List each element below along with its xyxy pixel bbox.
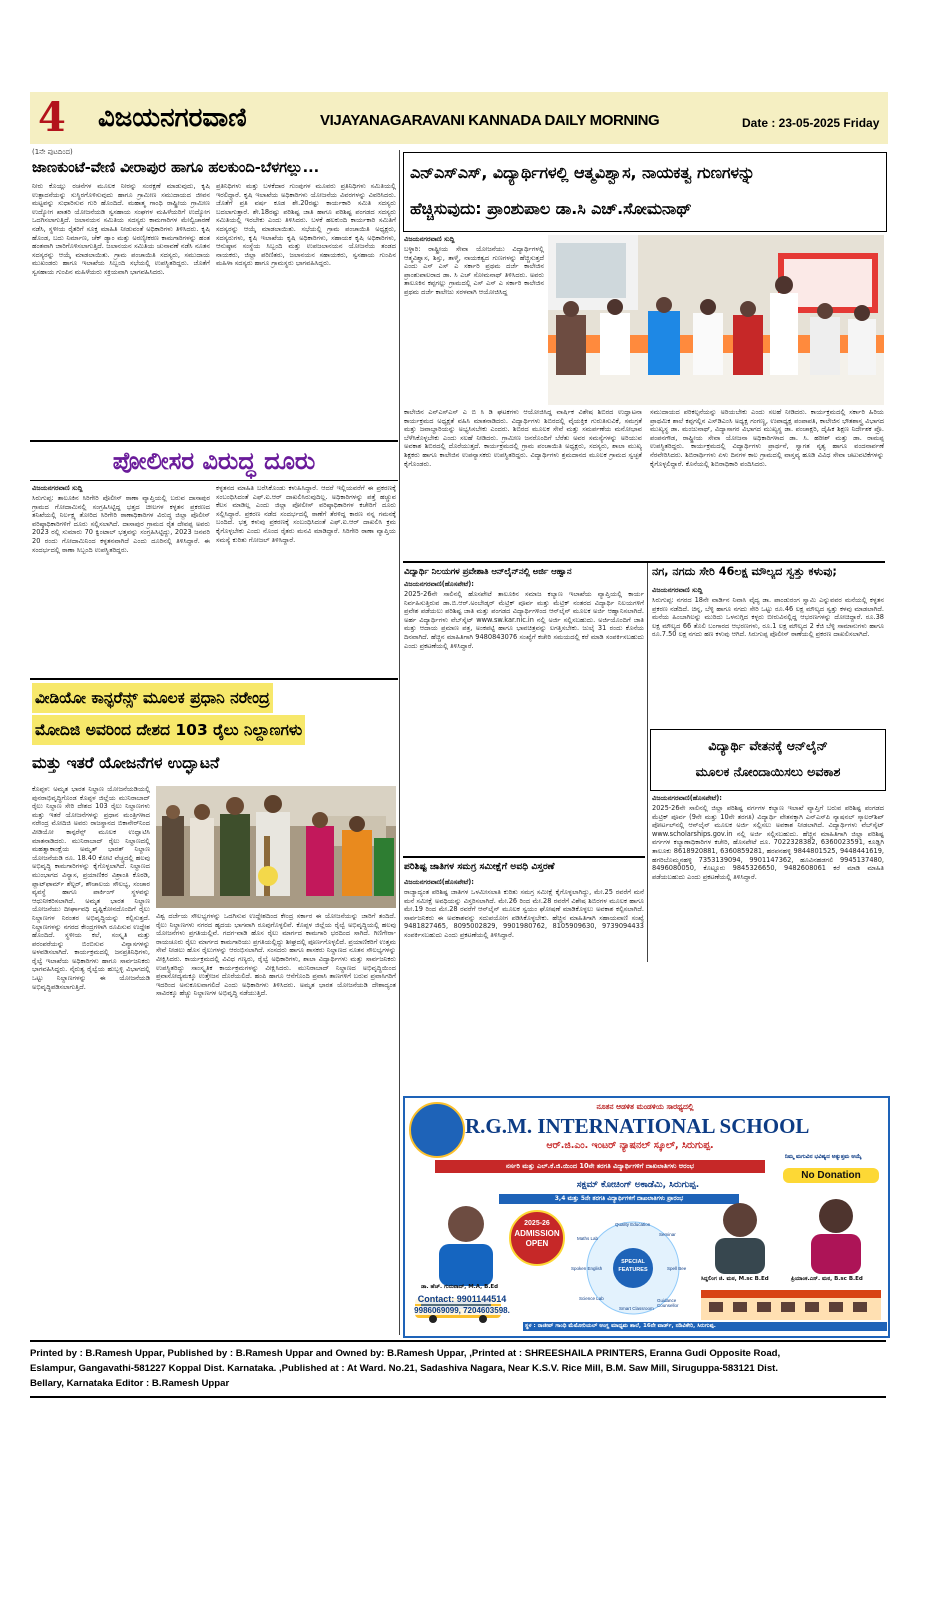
headline-box — [30, 683, 398, 781]
advert-address: ಸ್ಥಳ : ರಾಜೀವ್ ಗಾಂಧಿ ಮೆಮೋರಿಯಲ್ ಆಂಗ್ಲ ಮಾಧ್ಯಮ ಶಾಲೆ, 16ನೇ ವಾರ್ಡ್, ನಡಿವಿಕೇರಿ, ಸಿರುಗುಪ್ಪ. — [523, 1322, 887, 1331]
photo-illustration — [705, 1194, 775, 1274]
masthead — [30, 92, 888, 144]
article-headline: ಮತ್ತು ಇತರೆ ಯೋಜನೆಗಳ ಉದ್ಘಾಟನೆ — [32, 754, 220, 772]
article-body: ಕಳ್ಳತನದ ಮಾಹಿತಿ ಬರೆಸಿಕೊಂಡು ಕಳುಹಿಸಿದ್ದಾರೆ. ಆದರೆ ಇಲ್ಲಿಯವರೆಗೆ ಈ ಪ್ರಕರಣಕ್ಕೆ ಸಂಬಂಧಿಸಿದಂತೆ ಎಫ್.ಐ.ಆರ್ ದಾಖಲಿಸಿರುವುದಿಲ್ಲ. ಅಧಿಕಾರಿಗಳನ್ನು ಪತ್ತೆ ಹಚ್ಚುವ ಕೆಲಸ ಮಾಡಿಲ್ಲ ಎಂದು ಜಿಲ್ಲಾ ಪೋಲೀಸ್ ವರಿಷ್ಠಾಧಿಕಾರಿಗಳ ಕಚೇರಿಗೆ ದೂರು ಸಲ್ಲಿಸಿದ್ದಾರೆ. ಪ್ರಕರಣ ನಡೆದ ಸಂದರ್ಭದಲ್ಲಿ ಠಾಣೆಗೆ ತೆರಳಿದ್ದ ಕಾರಣ ನನ್ನ ಗಮನಕ್ಕೆ ಬಂದಿದೆ. ಭತ್ತ ಕಳುವು ಪ್ರಕರಣಕ್ಕೆ ಸಂಬಂಧಿಸಿದಂತೆ ಎಫ್.ಐ.ಆರ್ ದಾಖಲಿಸಿ ಕ್ರಮ ಕೈಗೊಳ್ಳಬೇಕು ಎಂದು ನೊಂದ ರೈತರು ಮನವಿ ಮಾಡಿದ್ದಾರೆ. ಸಿರಿಗೇರಿ ಠಾಣಾ ವ್ಯಾಪ್ತಿಯ ಸಮಸ್ಯೆ ಕುರಿತು ಗೋಜಲ್ ತಿಳಿಸಿದ್ದಾರೆ. — [216, 484, 396, 544]
photo-illustration — [156, 786, 396, 908]
photo-illustration — [431, 1196, 501, 1286]
dateline: ವಿಜಯನಗರವಾಣಿ(ಹೊಸಪೇಟೆ): — [652, 794, 722, 802]
article-body: ಕೊಪ್ಪಳ: ಅಮೃತ ಭಾರತ ನಿಲ್ದಾಣ ಯೋಜನೆಯಡಿಯಲ್ಲಿ ಪುನರಾಭಿವೃದ್ಧಿಗೊಂಡ ಕೊಪ್ಪಳ ಜಿಲ್ಲೆಯ ಮುನಿರಾಬಾದ್ ರೈಲು ನಿಲ್ದಾಣ ಸೇರಿ ದೇಶದ 103 ರೈಲು ನಿಲ್ದಾಣಗಳು ಮತ್ತು ಇತರೆ ಯೋಜನೆಗಳನ್ನು ಪ್ರಧಾನ ಮಂತ್ರಿಗಳಾದ ನರೇಂದ್ರ ಮೋದಿಜಿ ಅವರು ರಾಜಸ್ಥಾನದ ಬಿಕಾನೇರ್‌ನಿಂದ ವೀಡಿಯೋ ಕಾನ್ಫರೆನ್ಸ್ ಮೂಲಕ ಉದ್ಘಾಟಿಸಿ ಮಾತನಾಡಿದರು. ಮುನಿರಾಬಾದ್ ರೈಲು ನಿಲ್ದಾಣದಲ್ಲಿ ಮಹತ್ವಾಕಾಂಕ್ಷೆಯ ಅಮೃತ್ ಭಾರತ್ ನಿಲ್ದಾಣ ಯೋಜನೆಯಡಿ ರೂ. 18.40 ಕೋಟಿ ವೆಚ್ಚದಲ್ಲಿ ಹಲವು ಅಭಿವೃದ್ಧಿ ಕಾಮಗಾರಿಗಳನ್ನು ಕೈಗೊಳ್ಳಲಾಗಿದೆ. ನಿಲ್ದಾಣದ ಮುಂಭಾಗದ ವಿನ್ಯಾಸ, ಪ್ರಯಾಣಿಕರ ವಿಶ್ರಾಂತಿ ಕೊಠಡಿ, ಪ್ಲಾಟ್‌ಫಾರ್ಮ್ ಶೆಲ್ಟರ್, ಶೌಚಾಲಯ ಸೌಲಭ್ಯ, ಸಂಚಾರ ವ್ಯವಸ್ಥೆ ಹಾಗೂ ಪಾರ್ಕಿಂಗ್ ಸ್ಥಳವನ್ನು ಆಧುನೀಕರಿಸಲಾಗಿದೆ. ಅಮೃತ ಭಾರತ ನಿಲ್ದಾಣ ಯೋಜನೆಯು ದೀರ್ಘಾವಧಿ ದೃಷ್ಟಿಕೋನದೊಂದಿಗೆ ರೈಲು ನಿಲ್ದಾಣಗಳ ನಿರಂತರ ಅಭಿವೃದ್ಧಿಯನ್ನು ಕಲ್ಪಿಸುತ್ತದೆ. ನಿಲ್ದಾಣಗಳನ್ನು ನಗರದ ಕೇಂದ್ರಗಳಾಗಿ ರೂಪಿಸುವ ಉದ್ದೇಶ ಹೊಂದಿದೆ. ಸ್ಥಳೀಯ ಕಲೆ, ಸಂಸ್ಕೃತಿ ಮತ್ತು ಪರಂಪರೆಯನ್ನು ಬಿಂಬಿಸುವ ವಿನ್ಯಾಸಗಳನ್ನು ಅಳವಡಿಸಲಾಗಿದೆ. ಕಾರ್ಯಕ್ರಮದಲ್ಲಿ ಜನಪ್ರತಿನಿಧಿಗಳು, ರೈಲ್ವೆ ಇಲಾಖೆಯ ಅಧಿಕಾರಿಗಳು ಹಾಗೂ ಸಾರ್ವಜನಿಕರು ಭಾಗವಹಿಸಿದ್ದರು. ನೈರುತ್ಯ ರೈಲ್ವೆಯ ಹುಬ್ಬಳ್ಳಿ ವಿಭಾಗದಲ್ಲಿ ಒಟ್ಟು ನಿಲ್ದಾಣಗಳನ್ನು ಈ ಯೋಜನೆಯಡಿ ಅಭಿವೃದ್ಧಿಪಡಿಸಲಾಗುತ್ತಿದೆ. — [32, 785, 150, 991]
building-illustration — [701, 1290, 881, 1320]
admission-label: ADMISSION OPEN — [514, 1229, 560, 1248]
scholarship-headline-box — [650, 729, 886, 791]
advert-contact: 9986069099, 7204603598. — [407, 1306, 517, 1315]
article-body: ವಿಶ್ವ ದರ್ಜೆಯ ಸೌಲಭ್ಯಗಳನ್ನು ಒದಗಿಸುವ ಉದ್ದೇಶದಿಂದ ಕೇಂದ್ರ ಸರ್ಕಾರ ಈ ಯೋಜನೆಯನ್ನು ಜಾರಿಗೆ ತಂದಿದೆ. ರೈಲು ನಿಲ್ದಾಣಗಳು ನಗರದ ಹೃದಯ ಭಾಗವಾಗಿ ರೂಪುಗೊಳ್ಳಲಿವೆ. ಕೊಪ್ಪಳ ಜಿಲ್ಲೆಯ ರೈಲ್ವೆ ಅಭಿವೃದ್ಧಿಯಲ್ಲಿ ಹಲವು ಯೋಜನೆಗಳು ಪ್ರಗತಿಯಲ್ಲಿವೆ. ಗದಗ-ವಾಡಿ ಹೊಸ ರೈಲು ಮಾರ್ಗದ ಕಾಮಗಾರಿ ಭರದಿಂದ ಸಾಗಿದೆ. ಗಿಣಿಗೇರಾ-ರಾಯಚೂರು ರೈಲು ಮಾರ್ಗದ ಕಾಮಗಾರಿಯು ಪ್ರಗತಿಯಲ್ಲಿದ್ದು ಶೀಘ್ರದಲ್ಲಿ ಪೂರ್ಣಗೊಳ್ಳಲಿದೆ. ಪ್ರಯಾಣಿಕರಿಗೆ ಉತ್ತಮ ಸೇವೆ ನೀಡಲು ಹೊಸ ರೈಲುಗಳನ್ನು ಆರಂಭಿಸಲಾಗಿದೆ. ಸಂಸದರು ಹಾಗೂ ಶಾಸಕರು ನಿಲ್ದಾಣದ ನೂತನ ಸೌಲಭ್ಯಗಳನ್ನು ವೀಕ್ಷಿಸಿದರು. ಕಾರ್ಯಕ್ರಮದಲ್ಲಿ ವಿವಿಧ ಗಣ್ಯರು, ರೈಲ್ವೆ ಅಧಿಕಾರಿಗಳು, ಶಾಲಾ ವಿದ್ಯಾರ್ಥಿಗಳು ಮತ್ತು ಸಾರ್ವಜನಿಕರು ಉಪಸ್ಥಿತರಿದ್ದು ಸಾಂಸ್ಕೃತಿಕ ಕಾರ್ಯಕ್ರಮಗಳನ್ನು ವೀಕ್ಷಿಸಿದರು. ಮುನಿರಾಬಾದ್ ನಿಲ್ದಾಣದ ಅಭಿವೃದ್ಧಿಯಿಂದ ಪ್ರವಾಸೋದ್ಯಮಕ್ಕೂ ಉತ್ತೇಜನ ದೊರೆಯಲಿದೆ. ಹಂಪಿ ಹಾಗೂ ಆನೆಗೊಂದಿ ಪ್ರವಾಸಿ ತಾಣಗಳಿಗೆ ಬರುವ ಪ್ರವಾಸಿಗರಿಗೆ ಇದರಿಂದ ಅನುಕೂಲವಾಗಲಿದೆ ಎಂದು ಅಧಿಕಾರಿಗಳು ತಿಳಿಸಿದರು. ಅಮೃತ ಭಾರತ ಯೋಜನೆಯಡಿ ದೇಶಾದ್ಯಂತ ಸಾವಿರಕ್ಕೂ ಹೆಚ್ಚು ನಿಲ್ದಾಣಗಳ ಅಭಿವೃದ್ಧಿ ನಡೆಯುತ್ತಿದೆ. — [156, 912, 396, 998]
no-donation-badge: No Donation — [783, 1168, 879, 1183]
dateline: ವಿಜಯನಗರವಾಣಿ ಸುದ್ದಿ — [404, 235, 455, 243]
school-building-graphic — [701, 1290, 881, 1320]
railway-event-photo — [156, 786, 396, 908]
continued-tag: (1ನೇ ಪುಟದಿಂದ) — [32, 148, 73, 156]
advert-top-tag: ನೂತನ ಆಡಳಿತ ಮಂಡಳಿಯ ಸಾರಥ್ಯದಲ್ಲಿ — [596, 1102, 694, 1111]
column-divider — [647, 562, 648, 962]
article-body: ಸಿರುಗುಪ್ಪ: ತಾಲೂಕಿನ ಸಿರಿಗೇರಿ ಪೊಲೀಸ್ ಠಾಣಾ ವ್ಯಾಪ್ತಿಯಲ್ಲಿ ಬರುವ ದಾಸಾಪುರ ಗ್ರಾಮದ ಗೋದಾಮಿನಲ್ಲಿ ಸಂಗ್ರಹಿಸಿಟ್ಟಿದ್ದ ಭತ್ತದ ಚೀಲಗಳ ಕಳ್ಳತನ ಪ್ರಕರಣದ ತನಿಖೆಯಲ್ಲಿ ನಿರ್ಲಕ್ಷ್ಯ ತೋರಿದ ಸಿರಿಗೇರಿ ಠಾಣಾಧಿಕಾರಿಗಳ ವಿರುದ್ಧ ಜಿಲ್ಲಾ ಪೊಲೀಸ್ ವರಿಷ್ಠಾಧಿಕಾರಿಗಳಿಗೆ ದೂರು ಸಲ್ಲಿಸಲಾಗಿದೆ. ದಾಸಾಪುರ ಗ್ರಾಮದ ರೈತ ದೇವಪ್ಪ ಅವರು 2023 ರಲ್ಲಿ ಸುಮಾರು 70 ಕ್ವಿಂಟಾಲ್ ಭತ್ತವನ್ನು ಸಂಗ್ರಹಿಸಿಟ್ಟಿದ್ದು, 2023 ಜನವರಿ 20 ರಂದು ಗೋದಾಮಿನಿಂದ ಕಳ್ಳತನವಾಗಿದೆ ಎಂದು ದೂರಿನಲ್ಲಿ ತಿಳಿಸಿದ್ದಾರೆ. ಈ ಸಂದರ್ಭದಲ್ಲಿ ಠಾಣಾ ಸಿಬ್ಬಂದಿ ಉಪಸ್ಥಿತರಿದ್ದರು. — [32, 494, 210, 554]
school-name: R.G.M. INTERNATIONAL SCHOOL — [465, 1114, 810, 1138]
imprint-line: Printed by : B.Ramesh Uppar, Published by : B.Ramesh Uppar and Owned by: B.Ramesh Uppar, ,Printed at : SHREESHAILA PRINTERS, Eranna Gudi Opposite Road, — [30, 1348, 781, 1359]
section-rule — [30, 480, 398, 481]
advert-contact: Contact: 9901144514 — [407, 1294, 517, 1304]
article-headline: ವಿದ್ಯಾರ್ಥಿ ನಿಲಯಗಳ ಪ್ರವೇಶಾತಿ ಆನ್‌ಲೈನ್‌ನಲ್ಲಿ ಅರ್ಜಿ ಆಹ್ವಾನ — [404, 566, 572, 576]
article-headline: ಪೋಲೀಸರ ವಿರುದ್ಧ ದೂರು — [112, 447, 316, 475]
article-body: ಬಳ್ಳಾರಿ: ರಾಷ್ಟ್ರೀಯ ಸೇವಾ ಯೋಜನೆಯು ವಿದ್ಯಾರ್ಥಿಗಳಲ್ಲಿ ಆತ್ಮವಿಶ್ವಾಸ, ಶಿಸ್ತು, ತಾಳ್ಮೆ, ನಾಯಕತ್ವದ ಗುಣಗಳನ್ನು ಹೆಚ್ಚಿಸುತ್ತದೆ ಎಂದು ಎಸ್ ಎಸ್ ಎ ಸರ್ಕಾರಿ ಪ್ರಥಮ ದರ್ಜೆ ಕಾಲೇಜಿನ ಪ್ರಾಂಶುಪಾಲರಾದ ಡಾ. ಸಿ ಎಚ್ ಸೋಮನಾಥ್ ತಿಳಿಸಿದರು. ಅವರು ತಾಲೂಕಿನ ಕಪ್ಪಗಲ್ಲು ಗ್ರಾಮದಲ್ಲಿ ಎಸ್ ಎಸ್ ಎ ಸರ್ಕಾರಿ ಕಾಲೇಜಿನ ಪ್ರಥಮ ದರ್ಜೆ ಕಾಲೇಜು ಸರಳವಾಗಿ ಆಯೋಜಿಸಿದ್ದ — [404, 245, 544, 296]
person-name: ಡಾ. ಹೆಚ್. ಗುರುಪಾದ್, M.A, B.Ed — [421, 1284, 499, 1290]
coaching-title: ಸಕ್ಷಮ್ ಕೋಚಿಂಗ್ ಅಕಾಡೆಮಿ, ಸಿರುಗುಪ್ಪ. — [576, 1180, 700, 1190]
feature-item: Science Lab — [579, 1296, 604, 1301]
dateline: ವಿಜಯನಗರವಾಣಿ ಸುದ್ದಿ — [652, 586, 703, 594]
advert-banner: ನರ್ಸರಿ ಮತ್ತು ಎಲ್.ಕೆ.ಜಿ.ಯಿಂದ 10ನೇ ತರಗತಿ ವಿದ್ಯಾರ್ಥಿಗಳಿಗೆ ದಾಖಲಾತಿಗಳು ಆರಂಭ — [435, 1160, 765, 1173]
article-body: ಸಮುದಾಯದ ಪರಿಕಲ್ಪನೆಯನ್ನು ಅರಿಯಬೇಕು ಎಂದು ಸಲಹೆ ನೀಡಿದರು. ಕಾರ್ಯಕ್ರಮದಲ್ಲಿ ಸರ್ಕಾರಿ ಹಿರಿಯ ಪ್ರಾಥಮಿಕ ಶಾಲೆ ಕಪ್ಪಗಲ್ಲಿನ ಎಸ್‌ಡಿಎಂಸಿ ಅಧ್ಯಕ್ಷ ಗಂಗಣ್ಣ, ಉಪಾಧ್ಯಕ್ಷ ಪಂಪಾಪತಿ, ಕಾಲೇಜಿನ ಭೌತಶಾಸ್ತ್ರ ವಿಭಾಗದ ಮುಖ್ಯಸ್ಥ ಡಾ. ಮಂಜುನಾಥ್, ವಿದ್ಯಾಸಾಗರ ವಿಭಾಗದ ಮುಖ್ಯಸ್ಥ ಡಾ. ಪಂಚಾಕ್ಷರಿ, ದೈಹಿಕ ಶಿಕ್ಷಣ ನಿರ್ದೇಶಕ ಪ್ರೊ. ಪಂಪನಗೌಡ, ರಾಷ್ಟ್ರೀಯ ಸೇವಾ ಯೋಜನಾ ಅಧಿಕಾರಿಗಳಾದ ಡಾ. ಸಿ. ಹರೀಶ್ ಮತ್ತು ಡಾ. ರಾಮಪ್ಪ ಉಪಸ್ಥಿತರಿದ್ದರು. ಕಾರ್ಯಕ್ರಮದಲ್ಲಿ ವಿದ್ಯಾರ್ಥಿಗಳು ಪ್ರಾರ್ಥನೆ, ಸ್ವಾಗತ ನೃತ್ಯ ಹಾಗೂ ವಂದನಾರ್ಪಣೆ ನೆರವೇರಿಸಿದರು. ಶಿಬಿರಾರ್ಥಿಗಳು ಏಳು ದಿನಗಳ ಕಾಲ ಗ್ರಾಮದಲ್ಲಿ ವಾಸ್ತವ್ಯ ಹೂಡಿ ವಿವಿಧ ಸೇವಾ ಚಟುವಟಿಕೆಗಳನ್ನು ಕೈಗೊಳ್ಳಲಿದ್ದಾರೆ. ಕೊನೆಯಲ್ಲಿ ಶಿಬಿರಾಧಿಕಾರಿ ವಂದಿಸಿದರು. — [650, 408, 884, 468]
footer-rule — [30, 1396, 886, 1398]
page-number: 4 — [38, 94, 66, 141]
person-name: ಪ್ರಿಯಾಂಕ.ಎನ್. ಮಠ, B.sc B.Ed — [791, 1276, 863, 1282]
special-features-label: SPECIAL FEATURES — [618, 1259, 648, 1273]
dateline: ವಿಜಯನಗರವಾಣಿ(ಹೊಸಪೇಟೆ): — [404, 580, 474, 588]
feature-item: Seminar — [659, 1232, 676, 1237]
article-body: ಪ್ರತಿನಿಧಿಗಳು ಮತ್ತು ಬಳಕೆದಾರ ಗುಂಪುಗಳ ಮೂವರು ಪ್ರತಿನಿಧಿಗಳು ಸಮಿತಿಯಲ್ಲಿ ಇರಲಿದ್ದಾರೆ. ಕೃಷಿ ಇಲಾಖೆಯ ಅಧಿಕಾರಿಗಳು ಯೋಜನೆಯ ವಿವರಗಳನ್ನು ವಿವರಿಸಿದರು. ಜೊತೆಗೆ ಪ್ರತಿ ವರ್ಷ ಕೂಡ ಶೇ.20ರಷ್ಟು ಕಾರ್ಯಕಾರಿ ಸಮಿತಿ ಸದಸ್ಯರು ಬದಲಾಗುತ್ತಾರೆ. ಶೇ.18ರಷ್ಟು ಪರಿಶಿಷ್ಟ ಜಾತಿ ಹಾಗೂ ಪರಿಶಿಷ್ಟ ಪಂಗಡದ ಸದಸ್ಯರು ಸಮಿತಿಯಲ್ಲಿ ಇರಬೇಕು ಎಂದು ತಿಳಿಸಿದರು. ಬಳಕೆ ಹಲಕುಂದಿ ಕಾರ್ಯಕಾರಿ ಸಮಿತಿಗೆ ಸದಸ್ಯರನ್ನು ಆಯ್ಕೆ ಮಾಡಲಾಯಿತು. ಸಭೆಯಲ್ಲಿ ಗ್ರಾಮ ಪಂಚಾಯಿತಿ ಅಧ್ಯಕ್ಷರು, ಸದಸ್ಯರುಗಳು, ಕೃಷಿ ಇಲಾಖೆಯ ಕೃಷಿ ಅಧಿಕಾರಿಗಳು, ಸಹಾಯಕ ಕೃಷಿ ಅಧಿಕಾರಿಗಳು, ಆನುಷ್ಠಾನ ಸಂಸ್ಥೆಯ ಸಿಬ್ಬಂದಿ ಮತ್ತು ಉಪಜಲಾನಯನ ಯೋಜನೆಯ ತಂಡದ ನಾಯಕರು, ಜಿಲ್ಲಾ ಪರಿಣಿತರು, ಜಲಾನಯನ ಸಹಾಯಕರು, ಸ್ವಸಹಾಯ ಗುಂಪಿನ ಮಹಿಳಾ ಸದಸ್ಯರು ಹಾಗೂ ಗ್ರಾಮಸ್ಥರು ಭಾಗವಹಿಸಿದ್ದರು. — [216, 182, 396, 268]
feature-item: Maths Lab — [577, 1236, 599, 1241]
admission-year: 2025-26 — [524, 1220, 550, 1227]
article-headline: ಮೋದಿಜಿ ಅವರಿಂದ ದೇಶದ 103 ರೈಲು ನಿಲ್ದಾಣಗಳು — [32, 715, 305, 745]
article-headline: ಎನ್‌ಎಸ್‌ಎಸ್, ವಿದ್ಯಾರ್ಥಿಗಳಲ್ಲಿ ಆತ್ಮವಿಶ್ವಾಸ, ನಾಯಕತ್ವ ಗುಣಗಳನ್ನು — [410, 163, 755, 182]
person-name: ಸಿದ್ದಲಿಂಗ ಜಿ. ಮಠ, M.sc B.Ed — [701, 1276, 769, 1282]
article-body: ಕಾಲೇಜಿನ ಎನ್‌ಎಸ್‌ಎಸ್ ಎ ಬಿ ಸಿ ಡಿ ಘಟಕಗಳು ಆಯೋಜಿಸಿದ್ದ ವಾರ್ಷಿಕ ವಿಶೇಷ ಶಿಬಿರದ ಉದ್ಘಾಟನಾ ಕಾರ್ಯಕ್ರಮದ ಅಧ್ಯಕ್ಷತೆ ವಹಿಸಿ ಮಾತನಾಡಿದರು. ವಿದ್ಯಾರ್ಥಿಗಳು ಶಿಬಿರದಲ್ಲಿ ವೈಯಕ್ತಿಕ ಗುರುತಿಸುವಿಕೆ, ಸಮಗ್ರತೆ ಮತ್ತು ಜವಾಬ್ದಾರಿಯನ್ನು ಅಭ್ಯಸಿಸಬೇಕು ಎಂದರು. ಶಿಬಿರದ ಮೂಲಕ ಸೇವೆ ಮತ್ತು ಸಮರ್ಪಣೆಯ ಮನೋಭಾವ ಬೆಳೆಸಿಕೊಳ್ಳಬೇಕು ಎಂದು ಸಲಹೆ ನೀಡಿದರು. ಗ್ರಾಮೀಣ ಜನರೊಂದಿಗೆ ಬೆರೆತು ಅವರ ಸಮಸ್ಯೆಗಳನ್ನು ಅರಿಯುವ ಅವಕಾಶ ಶಿಬಿರದಲ್ಲಿ ದೊರೆಯುತ್ತದೆ. ಕಾರ್ಯಕ್ರಮದಲ್ಲಿ ಗ್ರಾಮ ಪಂಚಾಯಿತಿ ಅಧ್ಯಕ್ಷರು, ಸದಸ್ಯರು, ಶಾಲಾ ಮುಖ್ಯ ಶಿಕ್ಷಕರು ಹಾಗೂ ಕಾಲೇಜಿನ ಉಪನ್ಯಾಸಕರು ಉಪಸ್ಥಿತರಿದ್ದರು. ವಿದ್ಯಾರ್ಥಿಗಳು ಶ್ರಮದಾನದ ಮೂಲಕ ಗ್ರಾಮದ ಸ್ವಚ್ಛತೆ ಕೈಗೊಂಡರು. — [404, 408, 642, 468]
imprint-line: Eslampur, Gangavathi-581227 Koppal Dist. Karnataka. ,Published at : At Ward. No.21, Sadashiva Nagara, Near K.S.V. Rice Mill, B.M. Saw Mill, Siruguppa-583121 Dist. — [30, 1363, 779, 1374]
feature-item: Quality Education — [615, 1222, 651, 1227]
english-title: VIJAYANAGARAVANI KANNADA DAILY MORNING — [320, 112, 660, 129]
article-body: 2025-26ನೇ ಸಾಲಿನಲ್ಲಿ ಹೊಸಪೇಟೆ ತಾಲೂಕಿನ ಸಮಾಜ ಕಲ್ಯಾಣ ಇಲಾಖೆಯ ವ್ಯಾಪ್ತಿಯಲ್ಲಿ ಕಾರ್ಯ ನಿರ್ವಹಿಸುತ್ತಿರುವ ಡಾ.ಬಿ.ಆರ್.ಅಂಬೇಡ್ಕರ್ ಮೆಟ್ರಿಕ್ ಪೂರ್ವ ಮತ್ತು ಮೆಟ್ರಿಕ್ ನಂತರದ ವಿದ್ಯಾರ್ಥಿ ನಿಲಯಗಳಿಗೆ ಪ್ರವೇಶ ಪಡೆಯಲು ಪರಿಶಿಷ್ಟ ಜಾತಿ ಮತ್ತು ಪಂಗಡದ ವಿದ್ಯಾರ್ಥಿಗಳಿಂದ ಆನ್‌ಲೈನ್ ಮೂಲಕ ಅರ್ಜಿ ಆಹ್ವಾನಿಸಲಾಗಿದೆ. ಅರ್ಹ ವಿದ್ಯಾರ್ಥಿಗಳು ವೆಬ್‌ಸೈಟ್ www.sw.kar.nic.in ನಲ್ಲಿ ಅರ್ಜಿ ಸಲ್ಲಿಸಬಹುದು. ಅರ್ಜಿಯೊಂದಿಗೆ ಜಾತಿ ಮತ್ತು ಆದಾಯ ಪ್ರಮಾಣ ಪತ್ರ, ಅಂಕಪಟ್ಟಿ ಹಾಗೂ ಭಾವಚಿತ್ರವನ್ನು ಲಗತ್ತಿಸಬೇಕು. ಜುಲೈ 31 ರಂದು ಕೊನೆಯ ದಿನವಾಗಿದೆ. ಹೆಚ್ಚಿನ ಮಾಹಿತಿಗಾಗಿ 9480843076 ಸಂಖ್ಯೆಗೆ ಕಚೇರಿ ಸಮಯದಲ್ಲಿ ಕರೆ ಮಾಡಿ ಸಂಪರ್ಕಿಸಬಹುದು ಎಂದು ಪ್ರಕಟಣೆಯಲ್ಲಿ ತಿಳಿಸಿದ್ದಾರೆ. — [404, 590, 644, 650]
section-rule — [403, 561, 885, 563]
kannada-title: ವಿಜಯನಗರವಾಣಿ — [98, 103, 247, 133]
imprint-line: Bellary, Karnataka Editor : B.Ramesh Uppar — [30, 1378, 230, 1389]
feature-item: Smart Classroom — [619, 1306, 654, 1311]
dateline: ವಿಜಯನಗರವಾಣಿ(ಹೊಸಪೇಟೆ): — [404, 878, 474, 886]
admission-badge — [509, 1210, 565, 1266]
section-rule — [403, 856, 645, 858]
school-name-kannada: ಆರ್.ಜಿ.ಎಂ. ಇಂಟರ್ ನ್ಯಾಷನಲ್ ಸ್ಕೂಲ್, ಸಿರುಗುಪ್ಪ. — [546, 1140, 714, 1151]
advert-tagline: ನಿಮ್ಮ ಮಗುವಿನ ಭವಿಷ್ಯದ ಅತ್ಯುತ್ತಮ ಆಯ್ಕೆ — [785, 1154, 862, 1160]
photo-illustration — [548, 235, 884, 405]
section-rule — [30, 678, 398, 680]
article-headline: ಪರಿಶಿಷ್ಟ ಜಾತಿಗಳ ಸಮಗ್ರ ಸಮೀಕ್ಷೆಗೆ ಅವಧಿ ವಿಸ್ತರಣೆ — [404, 861, 555, 872]
article-body: 2025-26ನೇ ಸಾಲಿನಲ್ಲಿ ಜಿಲ್ಲಾ ಪರಿಶಿಷ್ಟ ವರ್ಗಗಳ ಕಲ್ಯಾಣ ಇಲಾಖೆ ವ್ಯಾಪ್ತಿಗೆ ಬರುವ ಪರಿಶಿಷ್ಟ ಪಂಗಡದ ಮೆಟ್ರಿಕ್ ಪೂರ್ವ (9ನೇ ಮತ್ತು 10ನೇ ತರಗತಿ) ವಿದ್ಯಾರ್ಥಿ ವೇತನಕ್ಕಾಗಿ ಎನ್‌ಎಸ್‌ಪಿ ನ್ಯಾಷನಲ್ ಸ್ಕಾಲರ್‌ಶಿಪ್ ಪೋರ್ಟಲ್‌ನಲ್ಲಿ ಆನ್‌ಲೈನ್ ಮೂಲಕ ಅರ್ಜಿ ಸಲ್ಲಿಸಲು ಅವಕಾಶ ನೀಡಲಾಗಿದೆ. ವಿದ್ಯಾರ್ಥಿಗಳು ವೆಬ್‌ಸೈಟ್ www.scholarships.gov.in ನಲ್ಲಿ ಅರ್ಜಿ ಸಲ್ಲಿಸಬಹುದು. ಹೆಚ್ಚಿನ ಮಾಹಿತಿಗಾಗಿ ಜಿಲ್ಲಾ ಪರಿಶಿಷ್ಟ ವರ್ಗಗಳ ಕಲ್ಯಾಣಾಧಿಕಾರಿಗಳ ಕಚೇರಿ, ಹೊಸಪೇಟೆ ದೂ. 7022328382, 6360023591, ಕೂಡ್ಲಿಗಿ ತಾಲೂಕು 8618920881, 6360859281, ಹರಪನಹಳ್ಳಿ 9844801525, 9448441619, ಹಗರಿಬೊಮ್ಮನಹಳ್ಳಿ 7353139094, 9901147362, ಹೂವಿನಹಡಗಲಿ 9945137480, 8496080050, ಕೊಟ್ಟೂರು 9845326650, 9482608061 ಕರೆ ಮಾಡಿ ಮಾಹಿತಿ ಪಡೆಯಬಹುದು ಎಂದು ಪ್ರಕಟಣೆಯಲ್ಲಿ ತಿಳಿಸಿದ್ದಾರೆ. — [652, 804, 884, 881]
person-photo — [801, 1190, 871, 1274]
feature-item: Spell Bee — [667, 1266, 687, 1271]
person-photo — [431, 1196, 501, 1286]
feature-item: Guidance Counsellor — [657, 1298, 679, 1308]
person-photo — [705, 1194, 775, 1274]
article-body: ಸಿರುಗುಪ್ಪ: ನಗರದ 18ನೇ ವಾರ್ಡಿನ ನಿವಾಸಿ ವೈದ್ಯ ಡಾ. ಪಾಂಡುರಂಗ ಸ್ವಾಮಿ ಎನ್ನುವವರ ಮನೆಯಲ್ಲಿ ಕಳ್ಳತನ ಪ್ರಕರಣ ನಡೆದಿದೆ. ಚಿನ್ನ, ಬೆಳ್ಳಿ ಹಾಗೂ ನಗದು ಸೇರಿ ಒಟ್ಟು ರೂ.46 ಲಕ್ಷ ಮೌಲ್ಯದ ಸ್ವತ್ತು ಕಳವು ಮಾಡಲಾಗಿದೆ. ಮನೆಯ ಹಿಂಬಾಗಿಲನ್ನು ಮುರಿದು ಒಳನುಗ್ಗಿದ ಕಳ್ಳರು ಬೀರುವಿನಲ್ಲಿದ್ದ ಆಭರಣಗಳನ್ನು ದೋಚಿದ್ದಾರೆ. ರೂ.38 ಲಕ್ಷ ಮೌಲ್ಯದ 66 ತೊಲಿ ಬಂಗಾರದ ಆಭರಣಗಳು, ರೂ.1 ಲಕ್ಷ ಮೌಲ್ಯದ 2 ಕೆಜಿ ಬೆಳ್ಳಿ ಸಾಮಾನುಗಳು ಹಾಗೂ ರೂ.7.50 ಲಕ್ಷ ನಗದು ಹಣ ಕಳುವು ಆಗಿದೆ. ಸಿರುಗುಪ್ಪ ಪೊಲೀಸ್ ಠಾಣೆಯಲ್ಲಿ ಪ್ರಕರಣ ದಾಖಲಿಸಲಾಗಿದೆ. — [652, 596, 884, 639]
dateline: ವಿಜಯನಗರವಾಣಿ ಸುದ್ದಿ — [32, 484, 83, 492]
coaching-subtitle: 3,4 ಮತ್ತು 5ನೇ ತರಗತಿ ವಿದ್ಯಾರ್ಥಿಗಳಿಗೆ ದಾಖಲಾತಿಗಳು ಪ್ರಾರಂಭ — [499, 1194, 739, 1204]
article-body: ರಾಜ್ಯಾದ್ಯಂತ ಪರಿಶಿಷ್ಟ ಜಾತಿಗಳ ಒಳಮೀಸಲಾತಿ ಕುರಿತು ಸಮಗ್ರ ಸಮೀಕ್ಷೆ ಕೈಗೊಳ್ಳಲಾಗಿದ್ದು, ಮೇ.25 ರವರೆಗೆ ಮನೆ ಮನೆ ಸಮೀಕ್ಷೆ ಅವಧಿಯನ್ನು ವಿಸ್ತರಿಸಲಾಗಿದೆ. ಮೇ.26 ರಿಂದ ಮೇ.28 ರವರೆಗೆ ವಿಶೇಷ ಶಿಬಿರಗಳ ಮೂಲಕ ಹಾಗೂ ಮೇ.19 ರಿಂದ ಮೇ.28 ರವರೆಗೆ ಆನ್‌ಲೈನ್ ಮೂಲಕ ಸ್ವಯಂ ಘೋಷಣೆ ಮಾಡಿಕೊಳ್ಳಲು ಅವಕಾಶ ಕಲ್ಪಿಸಲಾಗಿದೆ. ಸಾರ್ವಜನಿಕರು ಈ ಅವಕಾಶವನ್ನು ಸದುಪಯೋಗ ಪಡಿಸಿಕೊಳ್ಳಬೇಕು. ಹೆಚ್ಚಿನ ಮಾಹಿತಿಗಾಗಿ ಸಹಾಯವಾಣಿ ಸಂಖ್ಯೆ 9481827465, 8095002829, 9901980762, 8105909630, 9739094433 ಸಂಪರ್ಕಿಸಬಹುದು ಎಂದು ಪ್ರಕಟಣೆಯಲ್ಲಿ ತಿಳಿಸಿದ್ದಾರೆ. — [404, 888, 644, 939]
article-headline: ವಿದ್ಯಾರ್ಥಿ ವೇತನಕ್ಕೆ ಆನ್‌ಲೈನ್ — [708, 738, 828, 753]
special-features-wheel — [571, 1218, 695, 1318]
feature-item: Spoken English — [571, 1266, 603, 1271]
article-body: ನೀರು ಕೊಯ್ಲು ರಚನೆಗಳ ಮೂಲಕ ನೀರನ್ನು ಸಂರಕ್ಷಣೆ ಮಾಡುವುದು, ಕೃಷಿ ಉತ್ಪಾದನೆಯನ್ನು ಸುಸ್ಥಿರಗೊಳಿಸುವುದು ಹಾಗೂ ಗ್ರಾಮೀಣ ಸಮುದಾಯದ ಜೀವನ ಮಟ್ಟವನ್ನು ಸುಧಾರಿಸುವ ಗುರಿ ಹೊಂದಿದೆ. ಮಹಾತ್ಮ ಗಾಂಧಿ ರಾಷ್ಟ್ರೀಯ ಗ್ರಾಮೀಣ ಉದ್ಯೋಗ ಖಾತರಿ ಯೋಜನೆಯಡಿ ಸ್ವಸಹಾಯ ಸಂಘಗಳ ಮಹಿಳೆಯರಿಗೆ ಉದ್ಯೋಗ ಒದಗಿಸಲಾಗುತ್ತಿದೆ. ಜಲಾನಯನ ಸಮಿತಿಯ ಸದಸ್ಯರು ಕಾಮಗಾರಿಗಳ ಮೇಲ್ವಿಚಾರಣೆ ನಡೆಸಿ, ಸ್ಥಳೀಯ ರೈತರಿಗೆ ಸೂಕ್ತ ಮಾಹಿತಿ ನೀಡುವಂತೆ ಅಧಿಕಾರಿಗಳು ತಿಳಿಸಿದರು. ಕೃಷಿ ಹೊಂಡ, ಬದು ನಿರ್ಮಾಣ, ಚೆಕ್ ಡ್ಯಾಂ ಮತ್ತು ಅರಣ್ಯೀಕರಣ ಕಾಮಗಾರಿಗಳನ್ನು ಹಂತ ಹಂತವಾಗಿ ಜಾರಿಗೊಳಿಸಲಾಗುತ್ತಿದೆ. ಜಲಾನಯನ ಸಮಿತಿಯ ಚುನಾವಣೆ ನಡೆಸಿ ನೂತನ ಸದಸ್ಯರನ್ನು ಆಯ್ಕೆ ಮಾಡಲಾಯಿತು. ಗ್ರಾಮ ಪಂಚಾಯಿತಿ ಸದಸ್ಯರು, ಸಮುದಾಯ ಮುಖಂಡರು ಹಾಗೂ ಇಲಾಖೆಯ ಸಿಬ್ಬಂದಿ ಸಭೆಯಲ್ಲಿ ಉಪಸ್ಥಿತರಿದ್ದರು. ಜೊತೆಗೆ ಸ್ವಸಹಾಯ ಗುಂಪಿನ ಮಹಿಳೆಯರು ಸಕ್ರಿಯವಾಗಿ ಭಾಗವಹಿಸಿದರು. — [32, 182, 210, 276]
issue-date: Date : 23-05-2025 Friday — [742, 116, 880, 130]
column-divider — [399, 150, 400, 1335]
article-headline: ನಗ, ನಗದು ಸೇರಿ 46ಲಕ್ಷ ಮೌಲ್ಯದ ಸ್ವತ್ತು ಕಳುವು; — [652, 565, 837, 578]
school-logo — [409, 1102, 465, 1158]
school-advert — [403, 1096, 890, 1338]
photo-illustration — [801, 1190, 871, 1274]
footer-rule — [30, 1340, 886, 1342]
article-headline: ಜಾಣಕುಂಟೆ-ವೇಣಿ ವೀರಾಪುರ ಹಾಗೂ ಹಲಕುಂದಿ-ಬೆಳಗಲ್ಲು... — [32, 160, 320, 176]
nss-headline-box — [403, 152, 887, 232]
section-rule — [30, 440, 398, 442]
imprint — [30, 1346, 886, 1391]
article-headline: ವೀಡಿಯೋ ಕಾನ್ಫರೆನ್ಸ್ ಮೂಲಕ ಪ್ರಧಾನಿ ನರೇಂದ್ರ — [32, 683, 273, 713]
article-headline: ಹೆಚ್ಚಿಸುವುದು: ಪ್ರಾಂಶುಪಾಲ ಡಾ.ಸಿ ಎಚ್.ಸೋಮನಾಥ್ — [410, 199, 692, 218]
article-headline: ಮೂಲಕ ನೋಂದಾಯಿಸಲು ಅವಕಾಶ — [695, 764, 841, 779]
nss-event-photo — [548, 235, 884, 405]
